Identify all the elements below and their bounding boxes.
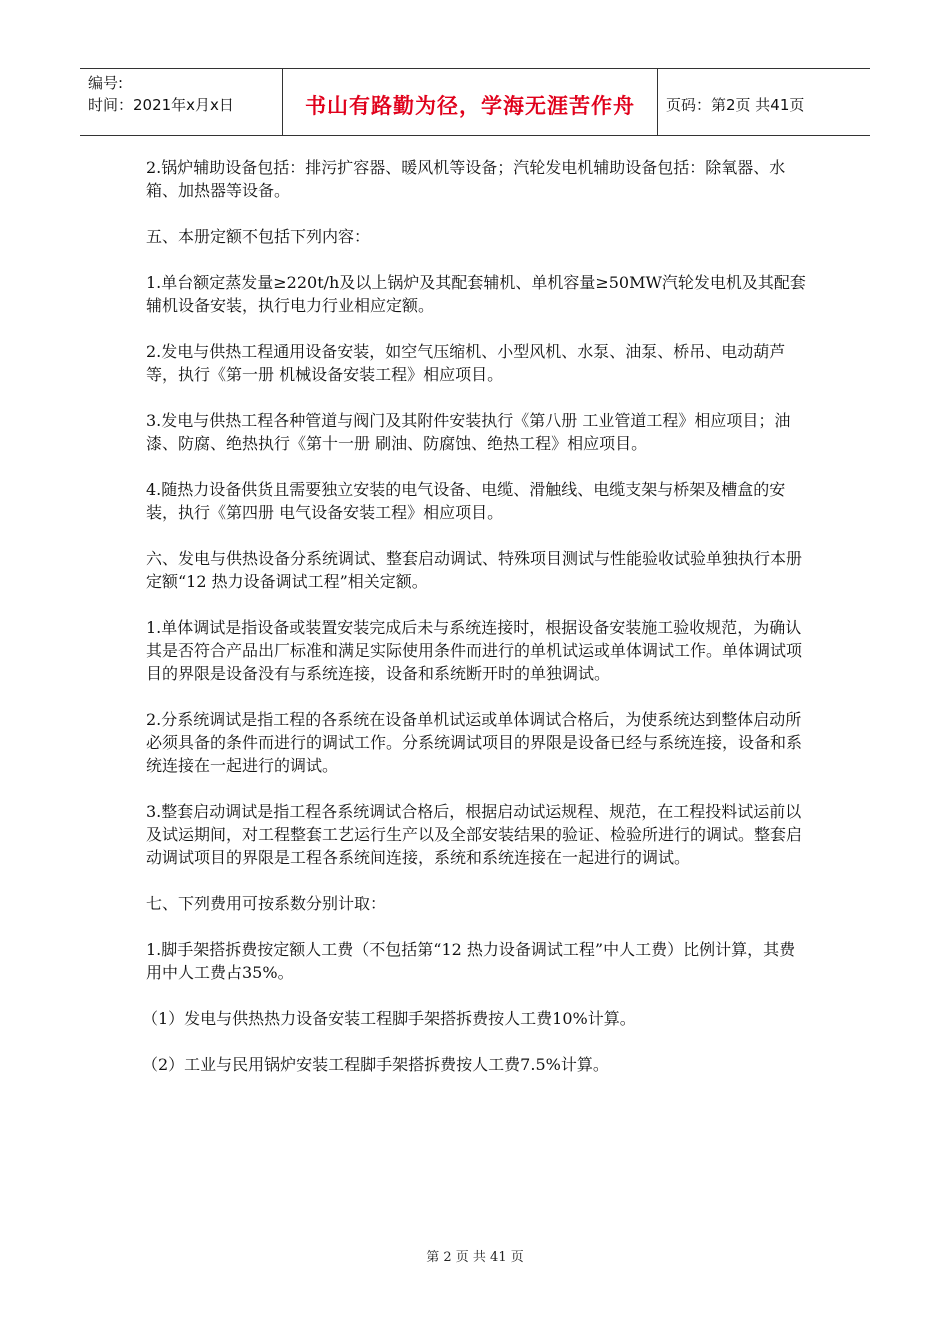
document-body (142, 156, 810, 1099)
header-page-info: 页码：第2页 共41页 (666, 95, 805, 114)
header-motto: 书山有路勤为径，学海无涯苦作舟 (283, 69, 658, 135)
paragraph: 3.整套启动调试是指工程各系统调试合格后，根据启动试运规程、规范，在工程投料试运前以及试运期间，对工程整套工艺运行生产以及全部安装结果的验证、检验所进行的调试。整套启动调试项目的界限是工程各系统间连接，系统和系统连接在一起进行的调试。 (146, 802, 803, 867)
serial-label: 编号: (88, 74, 124, 92)
time-label: 时间：2021年x月x日 (88, 96, 234, 114)
paragraph: 2.锅炉辅助设备包括：排污扩容器、暖风机等设备；汽轮发电机辅助设备包括：除氧器、水箱、加热器等设备。 (146, 158, 786, 200)
section-heading: 五、本册定额不包括下列内容： (146, 227, 371, 246)
sub-item: （2）工业与民用锅炉安装工程脚手架搭拆费按人工费7.5%计算。 (142, 1055, 609, 1074)
section-heading: 六、发电与供热设备分系统调试、整套启动调试、特殊项目测试与性能验收试验单独执行本册定额“12 热力设备调试工程”相关定额。 (146, 549, 803, 591)
paragraph: 1.单体调试是指设备或装置安装完成后未与系统连接时，根据设备安装施工验收规范，为确认其是否符合产品出厂标准和满足实际使用条件而进行的单机试运或单体调试工作。单体调试项目的界限是设备没有与系统连接，设备和系统断开时的单独调试。 (146, 618, 803, 683)
paragraph: 3.发电与供热工程各种管道与阀门及其附件安装执行《第八册 工业管道工程》相应项目；油漆、防腐、绝热执行《第十一册 刷油、防腐蚀、绝热工程》相应项目。 (146, 411, 791, 453)
paragraph: 2.分系统调试是指工程的各系统在设备单机试运或单体调试合格后，为使系统达到整体启动所必须具备的条件而进行的调试工作。分系统调试项目的界限是设备已经与系统连接，设备和系统连接在一起进行的调试。 (146, 710, 803, 775)
page-header (80, 68, 870, 136)
section-heading: 七、下列费用可按系数分别计取： (146, 894, 387, 913)
paragraph: 2.发电与供热工程通用设备安装，如空气压缩机、小型风机、水泵、油泵、桥吊、电动葫芦等，执行《第一册 机械设备安装工程》相应项目。 (146, 342, 786, 384)
paragraph: 1.脚手架搭拆费按定额人工费（不包括第“12 热力设备调试工程”中人工费）比例计算，其费用中人工费占35%。 (146, 940, 796, 982)
paragraph: 4.随热力设备供货且需要独立安装的电气设备、电缆、滑触线、电缆支架与桥架及槽盒的安装，执行《第四册 电气设备安装工程》相应项目。 (146, 480, 786, 522)
sub-item: （1）发电与供热热力设备安装工程脚手架搭拆费按人工费10%计算。 (142, 1009, 636, 1028)
header-meta (80, 69, 283, 135)
page-footer: 第 2 页 共 41 页 (426, 1250, 524, 1265)
paragraph: 1.单台额定蒸发量≥220t/h及以上锅炉及其配套辅机、单机容量≥50MW汽轮发电机及其配套辅机设备安装，执行电力行业相应定额。 (146, 273, 806, 315)
